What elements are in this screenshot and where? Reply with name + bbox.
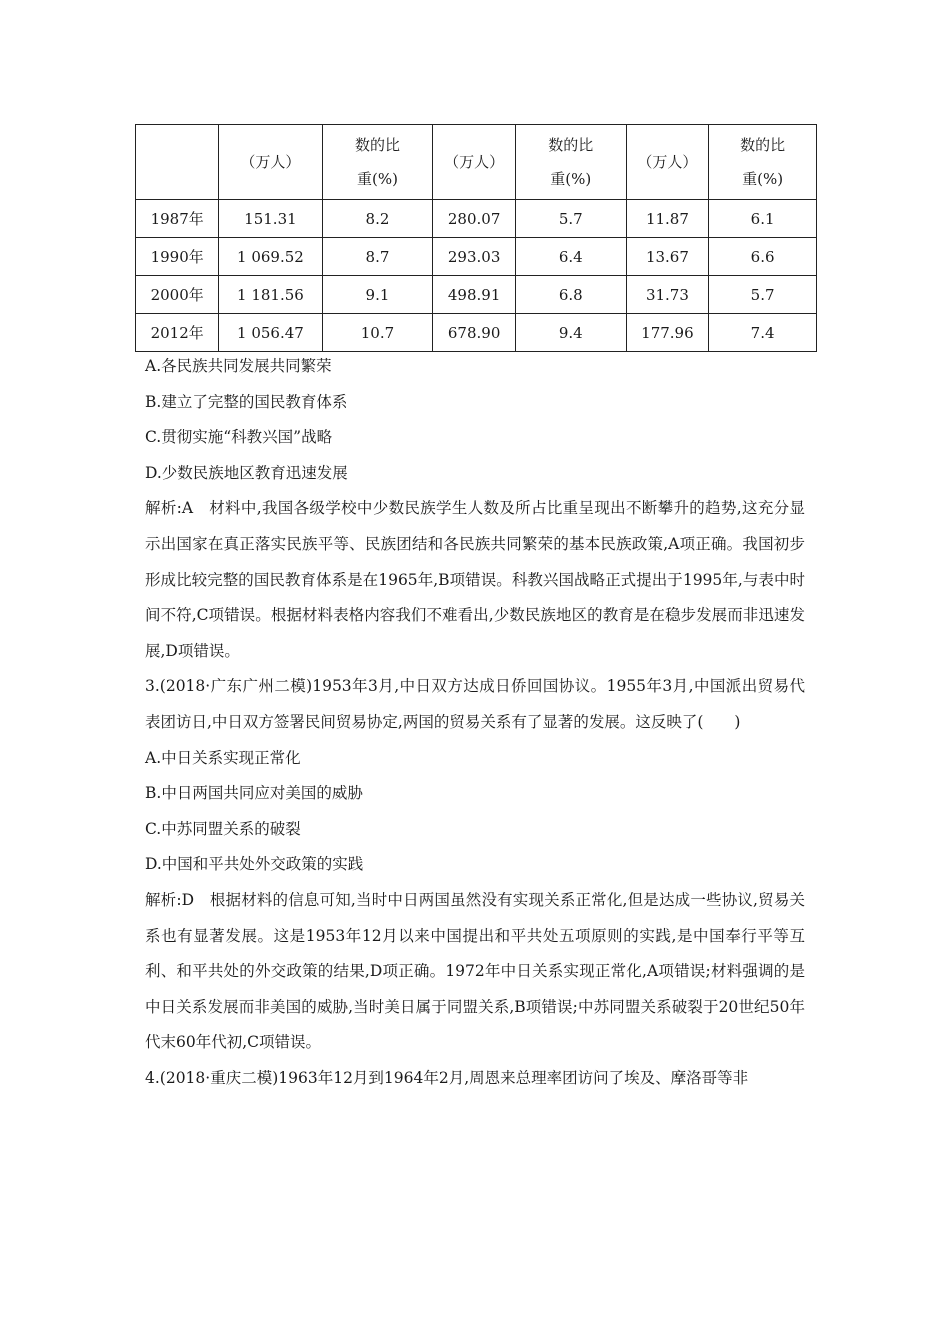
- header-ratio-line1: 数的比: [354, 136, 400, 154]
- header-cell-count: （万人）: [219, 125, 322, 200]
- q3-option-a: A.中日关系实现正常化: [145, 748, 301, 767]
- table-cell: 5.7: [709, 276, 817, 314]
- table-cell-year: 2012年: [136, 314, 219, 352]
- table-cell: 9.4: [515, 314, 626, 352]
- q2-analysis: 解析:A 材料中,我国各级学校中少数民族学生人数及所占比重呈现出不断攀升的趋势,这充分显示出国家在真正落实民族平等、民族团结和各民族共同繁荣的基本民族政策,A项正确。我国初步形成比较完整的国民教育体系是在1965年,B项错误。科教兴国战略正式提出于1995年,与表中时间不符,C项错误。根据材料表格内容我们不难看出,少数民族地区的教育是在稳步发展而非迅速发展,D项错误。: [145, 499, 805, 660]
- q3-option-d: D.中国和平共处外交政策的实践: [145, 855, 364, 874]
- table-cell-year: 1990年: [136, 238, 219, 276]
- header-cell-blank: [136, 125, 219, 200]
- header-ratio-line1: 数的比: [740, 136, 786, 154]
- question-content: [145, 349, 805, 1096]
- table-cell: 10.7: [322, 314, 433, 352]
- header-cell-count: （万人）: [626, 125, 709, 200]
- table-row: [136, 314, 817, 352]
- table-cell: 6.8: [515, 276, 626, 314]
- q4-stem: 4.(2018·重庆二模)1963年12月到1964年2月,周恩来总理率团访问了埃及、摩洛哥等非: [145, 1068, 749, 1087]
- table-cell: 8.2: [322, 200, 433, 238]
- table-header-row: [136, 125, 817, 200]
- table-cell: 1 056.47: [219, 314, 322, 352]
- table-cell: 5.7: [515, 200, 626, 238]
- table-cell: 31.73: [626, 276, 709, 314]
- table-cell: 498.91: [433, 276, 516, 314]
- q2-option-d: D.少数民族地区教育迅速发展: [145, 463, 348, 482]
- table-row: [136, 238, 817, 276]
- header-ratio-line2: 重(%): [356, 170, 398, 188]
- table-cell: 1 069.52: [219, 238, 322, 276]
- table-row: [136, 276, 817, 314]
- q3-option-b: B.中日两国共同应对美国的威胁: [145, 784, 363, 803]
- header-cell-ratio: [515, 125, 626, 200]
- table-row: [136, 200, 817, 238]
- table-cell: 6.4: [515, 238, 626, 276]
- header-ratio-line1: 数的比: [548, 136, 594, 154]
- q2-option-b: B.建立了完整的国民教育体系: [145, 392, 348, 411]
- table-cell: 177.96: [626, 314, 709, 352]
- table-cell: 8.7: [322, 238, 433, 276]
- table-cell-year: 1987年: [136, 200, 219, 238]
- table-cell: 280.07: [433, 200, 516, 238]
- table-cell: 9.1: [322, 276, 433, 314]
- table-cell: 6.6: [709, 238, 817, 276]
- table-cell: 13.67: [626, 238, 709, 276]
- table-cell: 151.31: [219, 200, 322, 238]
- header-cell-ratio: [322, 125, 433, 200]
- table-cell: 11.87: [626, 200, 709, 238]
- q3-stem: 3.(2018·广东广州二模)1953年3月,中日双方达成日侨回国协议。1955年3月,中国派出贸易代表团访日,中日双方签署民间贸易协定,两国的贸易关系有了显著的发展。这反映了( ): [145, 677, 805, 731]
- header-cell-ratio: [709, 125, 817, 200]
- q3-option-c: C.中苏同盟关系的破裂: [145, 819, 301, 838]
- header-cell-count: （万人）: [433, 125, 516, 200]
- table-cell: 7.4: [709, 314, 817, 352]
- table-cell: 6.1: [709, 200, 817, 238]
- table-cell-year: 2000年: [136, 276, 219, 314]
- table-cell: 678.90: [433, 314, 516, 352]
- q2-option-a: A.各民族共同发展共同繁荣: [145, 357, 332, 375]
- q3-analysis: 解析:D 根据材料的信息可知,当时中日两国虽然没有实现关系正常化,但是达成一些协议,贸易关系也有显著发展。这是1953年12月以来中国提出和平共处五项原则的实践,是中国奉行平等互利、和平共处的外交政策的结果,D项正确。1972年中日关系实现正常化,A项错误;材料强调的是中日关系发展而非美国的威胁,当时美日属于同盟关系,B项错误;中苏同盟关系破裂于20世纪50年代末60年代初,C项错误。: [145, 890, 805, 1052]
- header-ratio-line2: 重(%): [550, 170, 592, 188]
- header-ratio-line2: 重(%): [742, 170, 784, 188]
- q2-option-c: C.贯彻实施“科教兴国”战略: [145, 428, 333, 447]
- table-cell: 1 181.56: [219, 276, 322, 314]
- education-statistics-table: [135, 124, 817, 352]
- table-cell: 293.03: [433, 238, 516, 276]
